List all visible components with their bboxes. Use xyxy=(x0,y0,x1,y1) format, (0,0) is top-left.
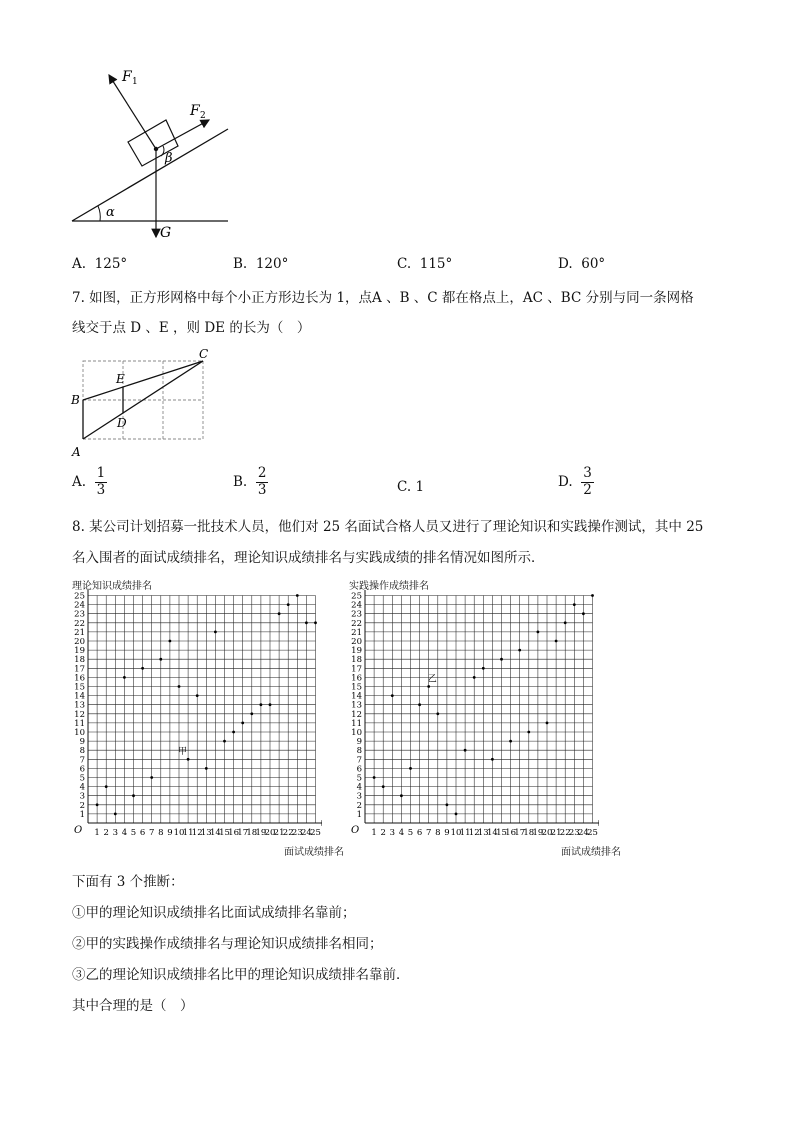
q8-statement-1: ①甲的理论知识成绩排名比面试成绩排名靠前； xyxy=(72,905,356,921)
x-tick-label: 19 xyxy=(532,828,544,838)
x-tick-label: 13 xyxy=(477,828,489,838)
x-tick-label: 12 xyxy=(191,828,203,838)
data-point xyxy=(205,767,208,770)
y-tick-label: 14 xyxy=(351,691,362,702)
data-point xyxy=(132,794,135,797)
y-tick-label: 18 xyxy=(351,655,362,666)
data-point xyxy=(296,594,299,597)
data-point xyxy=(159,658,162,661)
y-tick-label: 4 xyxy=(356,782,362,793)
q8-stem-line2: 名入围者的面试成绩排名，理论知识成绩排名与实践成绩的排名情况如图所示． xyxy=(72,550,545,566)
x-tick-label: 3 xyxy=(112,828,119,838)
y-tick-label: 4 xyxy=(79,782,85,793)
chart1-xlabel: 面试成绩排名 xyxy=(284,847,344,858)
q8-statement-3: ③乙的理论知识成绩排名比甲的理论知识成绩排名靠前． xyxy=(72,967,410,983)
data-point xyxy=(232,731,235,734)
y-tick-label: 12 xyxy=(351,709,362,720)
data-point xyxy=(418,703,421,706)
f2-label: F xyxy=(190,103,200,119)
y-tick-label: 3 xyxy=(356,791,362,802)
y-tick-label: 8 xyxy=(356,746,362,757)
data-point xyxy=(178,685,181,688)
data-point xyxy=(223,740,226,743)
x-tick-label: 21 xyxy=(273,828,285,838)
x-tick-label: 24 xyxy=(300,828,312,838)
data-point xyxy=(214,631,217,634)
alpha-label: α xyxy=(106,205,115,220)
y-tick-label: 22 xyxy=(351,618,362,629)
data-point xyxy=(105,785,108,788)
y-tick-label: 6 xyxy=(356,764,362,775)
x-tick-label: 8 xyxy=(435,828,441,838)
x-tick-label: 18 xyxy=(246,828,258,838)
point-c-label: C xyxy=(199,347,209,361)
data-point xyxy=(436,712,439,715)
q7-stem-line1: 7. 如图，正方形网格中每个小正方形边长为 1，点A 、B 、C 都在格点上，AC 、BC 分别与同一条网格 xyxy=(72,290,694,306)
y-tick-label: 11 xyxy=(351,718,362,729)
data-point xyxy=(509,740,512,743)
y-tick-label: 16 xyxy=(74,673,85,684)
q8-question: 其中合理的是（ ） xyxy=(72,998,194,1014)
y-tick-label: 20 xyxy=(74,637,85,647)
q8-stem-line1: 8. 某公司计划招募一批技术人员，他们对 25 名面试合格人员又进行了理论知识和实践操作测试，其中 25 xyxy=(72,519,704,535)
svg-text:2: 2 xyxy=(200,111,206,121)
x-tick-label: 7 xyxy=(148,828,155,838)
x-tick-label: 20 xyxy=(541,828,553,838)
chart2-ylabel: 实践操作成绩排名 xyxy=(349,581,429,592)
data-point xyxy=(409,767,412,770)
y-tick-label: 3 xyxy=(79,791,85,802)
x-tick-label: 14 xyxy=(209,828,221,838)
data-point xyxy=(464,749,467,752)
q7-option-d[interactable]: D. $\frac{3}{2}$ xyxy=(558,465,592,498)
origin-label: O xyxy=(74,825,83,836)
data-point xyxy=(400,794,403,797)
data-point xyxy=(500,658,503,661)
y-tick-label: 25 xyxy=(351,591,362,602)
x-tick-label: 11 xyxy=(182,828,194,838)
x-tick-label: 16 xyxy=(228,828,240,838)
y-tick-label: 1 xyxy=(356,809,362,820)
x-tick-label: 22 xyxy=(282,828,294,838)
y-tick-label: 18 xyxy=(74,655,85,666)
x-tick-label: 2 xyxy=(380,828,386,838)
q7-option-a[interactable]: A. $\frac{1}{3}$ xyxy=(72,465,106,498)
data-point xyxy=(555,640,558,643)
y-tick-label: 17 xyxy=(351,664,362,675)
q7-option-b[interactable]: B. $\frac{2}{3}$ xyxy=(233,465,267,498)
y-tick-label: 15 xyxy=(74,682,85,693)
x-tick-label: 7 xyxy=(425,828,432,838)
x-tick-label: 22 xyxy=(559,828,571,838)
y-tick-label: 8 xyxy=(79,746,85,757)
chart-theory-vs-interview xyxy=(66,590,322,844)
y-tick-label: 20 xyxy=(351,637,362,647)
data-point xyxy=(141,667,144,670)
x-tick-label: 13 xyxy=(200,828,212,838)
y-tick-label: 23 xyxy=(351,609,362,620)
x-tick-label: 17 xyxy=(237,828,249,838)
x-tick-label: 6 xyxy=(416,828,423,838)
x-tick-label: 17 xyxy=(514,828,526,838)
y-tick-label: 1 xyxy=(79,809,85,820)
data-point xyxy=(278,612,281,615)
data-point xyxy=(150,776,153,779)
x-tick-label: 19 xyxy=(255,828,267,838)
x-tick-label: 1 xyxy=(94,828,100,838)
f1-label: F xyxy=(122,69,132,85)
y-tick-label: 23 xyxy=(74,609,85,620)
x-tick-label: 15 xyxy=(219,828,230,838)
y-tick-label: 15 xyxy=(351,682,362,693)
x-tick-label: 25 xyxy=(587,828,598,838)
data-point xyxy=(241,722,244,725)
data-point xyxy=(537,631,540,634)
data-point xyxy=(446,803,449,806)
q6-option-c[interactable]: C. 115° xyxy=(397,256,453,272)
data-point xyxy=(196,694,199,697)
data-point xyxy=(260,703,263,706)
x-tick-label: 8 xyxy=(158,828,164,838)
y-tick-label: 24 xyxy=(351,600,362,611)
y-tick-label: 19 xyxy=(74,646,85,657)
data-point xyxy=(491,758,494,761)
beta-label: β xyxy=(165,151,173,166)
y-tick-label: 17 xyxy=(74,664,85,675)
x-tick-label: 10 xyxy=(450,828,462,838)
x-tick-label: 24 xyxy=(577,828,589,838)
data-point xyxy=(305,621,308,624)
data-point xyxy=(114,813,117,816)
y-tick-label: 19 xyxy=(351,646,362,657)
data-point xyxy=(373,776,376,779)
point-a-label: A xyxy=(72,445,81,459)
q7-stem-line2: 线交于点 D 、E ，则 DE 的长为（ ） xyxy=(72,320,311,336)
y-tick-label: 9 xyxy=(79,737,85,748)
q7-option-c[interactable]: C. 1 xyxy=(397,479,425,495)
y-tick-label: 2 xyxy=(356,800,362,811)
g-label: G xyxy=(160,225,172,241)
svg-text:1: 1 xyxy=(132,77,138,87)
origin-label: O xyxy=(351,825,360,836)
point-e-label: E xyxy=(116,372,125,386)
y-tick-label: 10 xyxy=(351,728,362,738)
x-tick-label: 16 xyxy=(505,828,517,838)
data-point xyxy=(527,731,530,734)
point-d-label: D xyxy=(117,416,127,430)
q8-statement-2: ②甲的实践操作成绩排名与理论知识成绩排名相同； xyxy=(72,936,383,952)
x-tick-label: 6 xyxy=(139,828,146,838)
q8-intro: 下面有 3 个推断： xyxy=(72,874,184,890)
x-tick-label: 9 xyxy=(444,828,450,838)
data-point xyxy=(314,621,317,624)
y-tick-label: 25 xyxy=(74,591,85,602)
x-tick-label: 23 xyxy=(291,828,303,838)
y-tick-label: 21 xyxy=(351,627,362,638)
x-tick-label: 21 xyxy=(550,828,562,838)
x-tick-label: 18 xyxy=(523,828,535,838)
y-tick-label: 7 xyxy=(356,755,362,766)
x-tick-label: 20 xyxy=(264,828,276,838)
data-point xyxy=(169,640,172,643)
x-tick-label: 1 xyxy=(371,828,377,838)
chart2-xlabel: 面试成绩排名 xyxy=(561,847,621,858)
y-tick-label: 9 xyxy=(356,737,362,748)
x-tick-label: 2 xyxy=(103,828,109,838)
y-tick-label: 5 xyxy=(79,773,85,784)
grid-triangle-figure xyxy=(66,344,216,459)
x-tick-label: 5 xyxy=(407,828,414,838)
data-point xyxy=(250,712,253,715)
x-tick-label: 15 xyxy=(496,828,507,838)
data-point xyxy=(391,694,394,697)
data-point xyxy=(582,612,585,615)
x-tick-label: 23 xyxy=(568,828,580,838)
y-tick-label: 13 xyxy=(74,700,85,711)
y-tick-label: 5 xyxy=(356,773,362,784)
data-point xyxy=(269,703,272,706)
y-tick-label: 16 xyxy=(351,673,362,684)
data-point xyxy=(287,603,290,606)
data-point xyxy=(382,785,385,788)
x-tick-label: 11 xyxy=(459,828,471,838)
x-tick-label: 3 xyxy=(389,828,396,838)
chart1-ylabel: 理论知识成绩排名 xyxy=(72,581,152,592)
x-tick-label: 9 xyxy=(167,828,173,838)
point-annotation: 乙 xyxy=(427,674,437,685)
force-diagram xyxy=(66,62,246,242)
y-tick-label: 10 xyxy=(74,728,85,738)
data-point xyxy=(482,667,485,670)
y-tick-label: 21 xyxy=(74,627,85,638)
q6-option-d[interactable]: D. 60° xyxy=(558,256,606,272)
q6-option-a[interactable]: A. 125° xyxy=(72,256,128,272)
x-tick-label: 12 xyxy=(468,828,480,838)
data-point xyxy=(96,803,99,806)
data-point xyxy=(187,758,190,761)
data-point xyxy=(518,649,521,652)
x-tick-label: 14 xyxy=(486,828,498,838)
y-tick-label: 2 xyxy=(79,800,85,811)
y-tick-label: 6 xyxy=(79,764,85,775)
y-tick-label: 11 xyxy=(74,718,85,729)
data-point xyxy=(427,685,430,688)
data-point xyxy=(546,722,549,725)
point-annotation: 甲 xyxy=(178,747,188,758)
x-tick-label: 4 xyxy=(121,828,128,838)
data-point xyxy=(123,676,126,679)
data-point xyxy=(473,676,476,679)
y-tick-label: 13 xyxy=(351,700,362,711)
data-point xyxy=(455,813,458,816)
x-tick-label: 4 xyxy=(398,828,405,838)
y-tick-label: 24 xyxy=(74,600,85,611)
y-tick-label: 14 xyxy=(74,691,85,702)
y-tick-label: 12 xyxy=(74,709,85,720)
y-tick-label: 22 xyxy=(74,618,85,629)
x-tick-label: 5 xyxy=(130,828,137,838)
data-point xyxy=(591,594,594,597)
data-point xyxy=(573,603,576,606)
y-tick-label: 7 xyxy=(79,755,85,766)
data-point xyxy=(564,621,567,624)
point-b-label: B xyxy=(71,393,80,407)
q6-option-b[interactable]: B. 120° xyxy=(233,256,289,272)
x-tick-label: 10 xyxy=(173,828,185,838)
chart-practice-vs-interview xyxy=(343,590,599,844)
x-tick-label: 25 xyxy=(310,828,321,838)
